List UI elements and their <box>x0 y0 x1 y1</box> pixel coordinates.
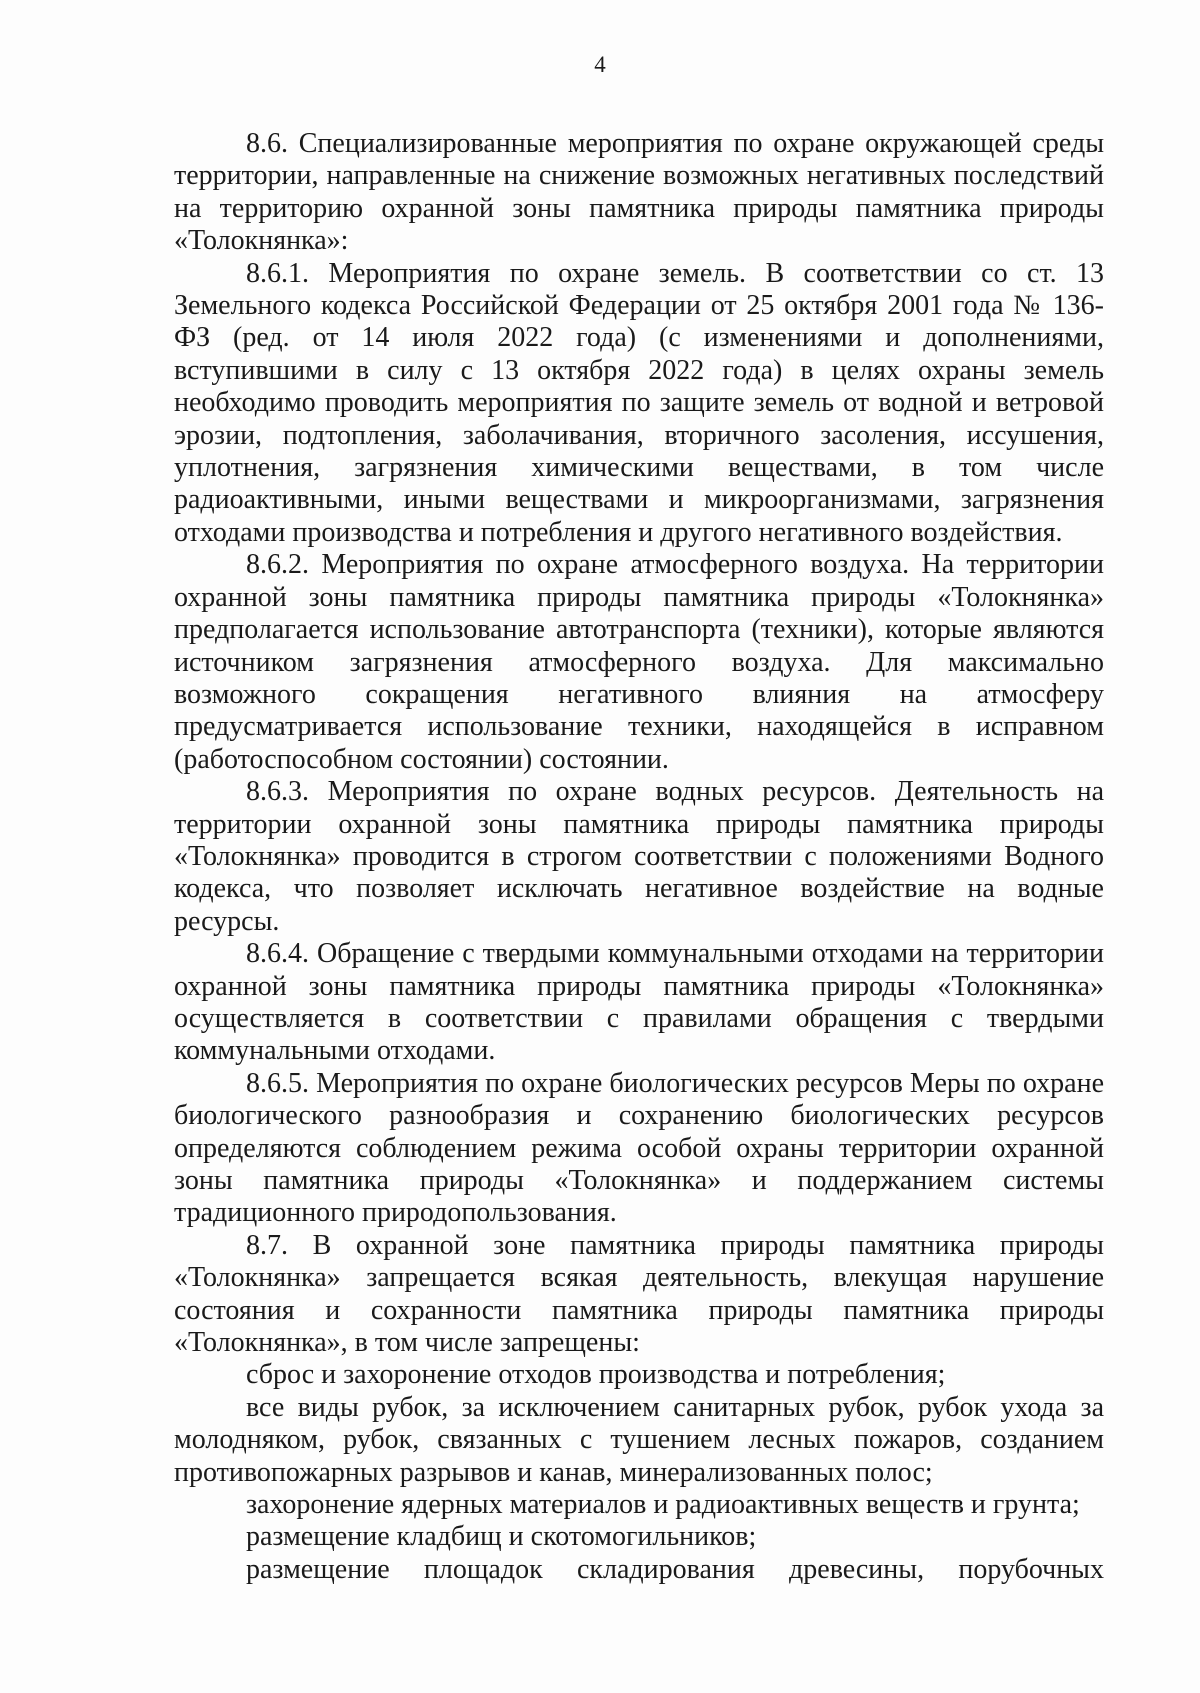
paragraph-8-6-4: 8.6.4. Обращение с твердыми коммунальными отходами на территории охранной зоны памятника природы памятника природы «Толокнянка» осуществляется в соответствии с правилами обращения с твердыми коммунальными отходами. <box>174 938 1104 1067</box>
prohibition-item: захоронение ядерных материалов и радиоактивных веществ и грунта; <box>246 1489 1080 1521</box>
paragraph-8-6-2: 8.6.2. Мероприятия по охране атмосферного воздуха. На территории охранной зоны памятника природы памятника природы «Толокнянка» предполагается использование автотранспорта (техники), которые являются источником загрязнения атмосферного воздуха. Для максимально возможного сокращения негативного влияния на атмосферу предусматривается использование техники, находящейся в исправном (работоспособном состоянии) состоянии. <box>174 549 1104 775</box>
document-body <box>174 128 1104 1586</box>
prohibition-item: все виды рубок, за исключением санитарных рубок, рубок ухода за молодняком, рубок, связанных с тушением лесных пожаров, созданием противопожарных разрывов и канав, минерализованных полос; <box>174 1391 1104 1488</box>
prohibition-item: размещение площадок складирования древесины, порубочных <box>246 1553 1104 1585</box>
paragraph-8-6: 8.6. Специализированные мероприятия по охране окружающей среды территории, направленные на снижение возможных негативных последствий на территорию охранной зоны памятника природы памятника природы «Толокнянка»: <box>174 128 1104 257</box>
paragraph-8-6-5: 8.6.5. Мероприятия по охране биологических ресурсов Меры по охране биологического разнообразия и сохранению биологических ресурсов определяются соблюдением режима особой охраны территории охранной зоны памятника природы «Толокнянка» и поддержанием системы традиционного природопользования. <box>174 1067 1104 1229</box>
paragraph-8-6-1: 8.6.1. Мероприятия по охране земель. В соответствии со ст. 13 Земельного кодекса Российской Федерации от 25 октября 2001 года № 136-ФЗ (ред. от 14 июля 2022 года) (с изменениями и дополнениями, вступившими в силу с 13 октября 2022 года) в целях охраны земель необходимо проводить мероприятия по защите земель от водной и ветровой эрозии, подтопления, заболачивания, вторичного засоления, иссушения, уплотнения, загрязнения химическими веществами, в том числе радиоактивными, иными веществами и микроорганизмами, загрязнения отходами производства и потребления и другого негативного воздействия. <box>174 257 1104 548</box>
prohibition-item: размещение кладбищ и скотомогильников; <box>246 1521 757 1553</box>
paragraph-8-7: 8.7. В охранной зоне памятника природы памятника природы «Толокнянка» запрещается всякая деятельность, влекущая нарушение состояния и сохранности памятника природы памятника природы «Толокнянка», в том числе запрещены: <box>174 1229 1104 1359</box>
page-number: 4 <box>594 52 606 77</box>
prohibition-item: сброс и захоронение отходов производства и потребления; <box>246 1359 946 1391</box>
paragraph-8-6-3: 8.6.3. Мероприятия по охране водных ресурсов. Деятельность на территории охранной зоны памятника природы памятника природы «Толокнянка» проводится в строгом соответствии с положениями Водного кодекса, что позволяет исключать негативное воздействие на водные ресурсы. <box>174 776 1104 937</box>
